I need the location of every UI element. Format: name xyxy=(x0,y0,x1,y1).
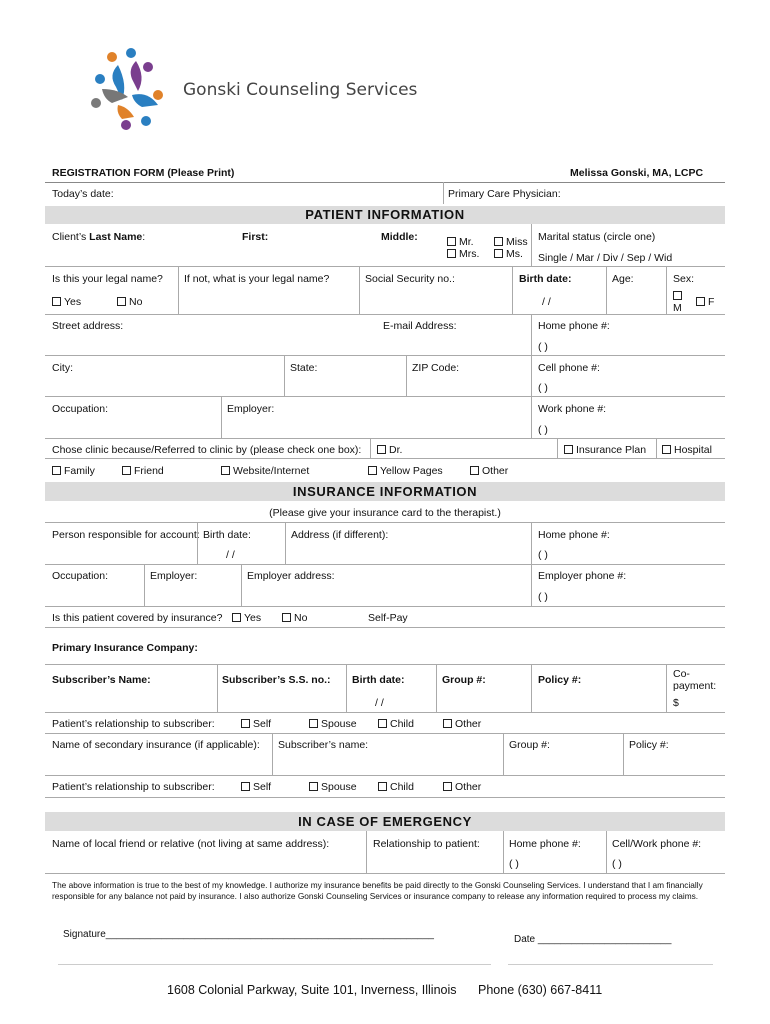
therapist-name: Melissa Gonski, MA, LCPC xyxy=(570,167,704,179)
birth-date-slashes: / / xyxy=(542,296,551,308)
no-label: No xyxy=(294,612,308,624)
patient-info-heading: PATIENT INFORMATION xyxy=(45,206,725,224)
resp-address-label[interactable]: Address (if different): xyxy=(291,529,389,541)
copay-label-1: Co- xyxy=(673,668,690,680)
client-last-name-label[interactable] xyxy=(52,231,145,243)
resp-birth-slashes: / / xyxy=(226,549,235,561)
ref-hospital-option[interactable] xyxy=(662,444,712,456)
resp-occupation-label[interactable]: Occupation: xyxy=(52,570,109,582)
f-label: F xyxy=(708,296,715,308)
home-phone-label[interactable]: Home phone #: xyxy=(538,320,610,332)
family-label: Family xyxy=(64,465,95,477)
rel2-child-option[interactable] xyxy=(378,781,414,793)
cell-phone-label[interactable]: Cell phone #: xyxy=(538,362,600,374)
sex-f-option[interactable] xyxy=(696,296,714,308)
checkbox-icon xyxy=(443,719,452,728)
mr-option[interactable] xyxy=(447,236,474,248)
checkbox-icon xyxy=(282,613,291,622)
self-label: Self xyxy=(253,781,272,793)
logo xyxy=(88,45,168,130)
primary-insurance-label[interactable]: Primary Insurance Company: xyxy=(52,642,198,654)
self-label: Self xyxy=(253,718,272,730)
emergency-cell-paren: ( ) xyxy=(612,858,622,870)
colon: : xyxy=(142,231,146,243)
mrs-option[interactable] xyxy=(447,248,479,260)
copay-label-2: payment: xyxy=(673,680,717,692)
sex-m-label: M xyxy=(673,302,682,314)
responsible-label[interactable]: Person responsible for account: xyxy=(52,529,200,541)
insurance-info-heading: INSURANCE INFORMATION xyxy=(45,482,725,501)
checkbox-icon xyxy=(52,466,61,475)
checkbox-icon xyxy=(470,466,479,475)
marital-options[interactable]: Single / Mar / Div / Sep / Wid xyxy=(538,252,673,264)
form-title-rest: (Please Print) xyxy=(167,167,235,179)
checkbox-icon xyxy=(662,445,671,454)
checkbox-icon xyxy=(494,237,503,246)
emergency-heading: IN CASE OF EMERGENCY xyxy=(45,812,725,831)
checkbox-icon xyxy=(673,291,682,300)
yes-label: Yes xyxy=(244,612,262,624)
checkbox-icon xyxy=(377,445,386,454)
mrs-label: Mrs. xyxy=(459,248,480,260)
ref-dr-option[interactable] xyxy=(377,444,402,456)
no-label: No xyxy=(129,296,143,308)
first-name-label[interactable]: First: xyxy=(242,231,269,243)
legal-name-question: Is this your legal name? xyxy=(52,273,163,285)
relationship-label-2: Patient’s relationship to subscriber: xyxy=(52,781,215,793)
ref-family-option[interactable] xyxy=(52,465,95,477)
other-label: Other xyxy=(455,781,482,793)
subscriber-name-label[interactable]: Subscriber’s Name: xyxy=(52,674,151,686)
dr-label: Dr. xyxy=(389,444,403,456)
last-name-bold: Last Name xyxy=(89,231,143,243)
checkbox-icon xyxy=(378,719,387,728)
resp-emp-address-label[interactable]: Employer address: xyxy=(247,570,335,582)
rel2-spouse-option[interactable] xyxy=(309,781,357,793)
emergency-home-paren: ( ) xyxy=(509,858,519,870)
rel-child-option[interactable] xyxy=(378,718,414,730)
group-label[interactable]: Group #: xyxy=(442,674,486,686)
subscriber-ssn-label[interactable]: Subscriber’s S.S. no.: xyxy=(222,674,331,686)
marital-status-label: Marital status (circle one) xyxy=(538,231,656,243)
subscriber-birth-slashes: / / xyxy=(375,697,384,709)
client-prefix: Client’s xyxy=(52,231,90,243)
resp-home-paren: ( ) xyxy=(538,549,548,561)
copay-dollar[interactable]: $ xyxy=(673,697,679,709)
form-title xyxy=(52,167,234,179)
checkbox-icon xyxy=(447,249,456,258)
secondary-policy-label[interactable]: Policy #: xyxy=(629,739,669,751)
resp-employer-label[interactable]: Employer: xyxy=(150,570,198,582)
emergency-name-label[interactable]: Name of local friend or relative (not living at same address): xyxy=(52,838,330,850)
insurance-note: (Please give your insurance card to the therapist.) xyxy=(269,507,501,519)
checkbox-icon xyxy=(378,782,387,791)
yellow-pages-label: Yellow Pages xyxy=(380,465,443,477)
policy-label[interactable]: Policy #: xyxy=(538,674,582,686)
checkbox-icon xyxy=(368,466,377,475)
spouse-label: Spouse xyxy=(321,781,357,793)
street-address-label[interactable]: Street address: xyxy=(52,320,124,332)
sex-label: Sex: xyxy=(673,273,695,285)
zip-label[interactable]: ZIP Code: xyxy=(412,362,460,374)
rel-other-option[interactable] xyxy=(443,718,481,730)
checkbox-icon xyxy=(221,466,230,475)
legal-name-alt-label[interactable]: If not, what is your legal name? xyxy=(184,273,330,285)
covered-no-option[interactable] xyxy=(282,612,307,624)
employer-label[interactable]: Employer: xyxy=(227,403,275,415)
covered-question: Is this patient covered by insurance? xyxy=(52,612,223,624)
checkbox-icon xyxy=(122,466,131,475)
work-phone-label[interactable]: Work phone #: xyxy=(538,403,607,415)
hospital-label: Hospital xyxy=(674,444,712,456)
website-label: Website/Internet xyxy=(233,465,310,477)
covered-yes-option[interactable] xyxy=(232,612,261,624)
secondary-subscriber-label[interactable]: Subscriber’s name: xyxy=(278,739,369,751)
ms-label: Ms. xyxy=(506,248,523,260)
home-phone-paren: ( ) xyxy=(538,341,548,353)
ref-friend-option[interactable] xyxy=(122,465,164,477)
secondary-insurance-label[interactable]: Name of secondary insurance (if applicable): xyxy=(52,739,260,751)
work-phone-paren: ( ) xyxy=(538,424,548,436)
rel2-self-option[interactable] xyxy=(241,781,271,793)
checkbox-icon xyxy=(564,445,573,454)
insurance-plan-label: Insurance Plan xyxy=(576,444,647,456)
city-label[interactable]: City: xyxy=(52,362,73,374)
mr-label: Mr. xyxy=(459,236,474,248)
legal-no-option[interactable] xyxy=(117,296,142,308)
subscriber-birth-label[interactable]: Birth date: xyxy=(352,674,405,686)
resp-birth-label[interactable]: Birth date: xyxy=(203,529,251,541)
checkbox-icon xyxy=(241,782,250,791)
resp-home-label[interactable]: Home phone #: xyxy=(538,529,610,541)
ms-option[interactable] xyxy=(494,248,523,260)
resp-emp-phone-label[interactable]: Employer phone #: xyxy=(538,570,627,582)
ref-other-option[interactable] xyxy=(470,465,508,477)
cell-phone-paren: ( ) xyxy=(538,382,548,394)
resp-emp-phone-paren: ( ) xyxy=(538,591,548,603)
checkbox-icon xyxy=(117,297,126,306)
ref-yellow-option[interactable] xyxy=(368,465,443,477)
birth-date-label[interactable]: Birth date: xyxy=(519,273,572,285)
other-label: Other xyxy=(482,465,509,477)
legal-yes-option[interactable] xyxy=(52,296,81,308)
logo-name: Gonski Counseling Services xyxy=(183,80,418,100)
state-label[interactable]: State: xyxy=(290,362,318,374)
age-label[interactable]: Age: xyxy=(612,273,634,285)
miss-label: Miss xyxy=(506,236,528,248)
checkbox-icon xyxy=(241,719,250,728)
miss-option[interactable] xyxy=(494,236,528,248)
ssn-label[interactable]: Social Security no.: xyxy=(365,273,455,285)
email-label[interactable]: E-mail Address: xyxy=(383,320,457,332)
rel2-other-option[interactable] xyxy=(443,781,481,793)
checkbox-icon xyxy=(309,782,318,791)
form-title-bold: REGISTRATION FORM xyxy=(52,167,165,179)
checkbox-icon xyxy=(447,237,456,246)
yes-label: Yes xyxy=(64,296,82,308)
other-label: Other xyxy=(455,718,482,730)
spouse-label: Spouse xyxy=(321,718,357,730)
checkbox-icon xyxy=(232,613,241,622)
friend-label: Friend xyxy=(134,465,164,477)
child-label: Child xyxy=(390,781,414,793)
logo-figures-icon xyxy=(88,45,168,130)
emergency-cell-label[interactable]: Cell/Work phone #: xyxy=(612,838,702,850)
relationship-label: Patient’s relationship to subscriber: xyxy=(52,718,215,730)
date-line[interactable]: Date ________________________ xyxy=(514,934,672,945)
todays-date-label[interactable]: Today’s date: xyxy=(52,188,114,200)
checkbox-icon xyxy=(309,719,318,728)
checkbox-icon xyxy=(696,297,705,306)
disclaimer-text: The above information is true to the best of my knowledge. I authorize my insurance benefits be paid directly to the Gonski Counseling Services. I understand that I am financially responsible for any balance not paid by insurance. I also authorize Gonski Counseling Services or insurance company to release any information required to process my claims. xyxy=(52,880,703,901)
checkbox-icon xyxy=(494,249,503,258)
ref-website-option[interactable] xyxy=(221,465,309,477)
checkbox-icon xyxy=(52,297,61,306)
signature-line[interactable]: Signature___________________________________________________________ xyxy=(63,929,434,940)
child-label: Child xyxy=(390,718,414,730)
checkbox-icon xyxy=(443,782,452,791)
emergency-home-label[interactable]: Home phone #: xyxy=(509,838,581,850)
secondary-group-label[interactable]: Group #: xyxy=(509,739,550,751)
primary-care-label[interactable]: Primary Care Physician: xyxy=(448,188,561,200)
sex-m-option[interactable] xyxy=(673,290,685,302)
emergency-relationship-label[interactable]: Relationship to patient: xyxy=(373,838,480,850)
ref-insurance-option[interactable] xyxy=(564,444,646,456)
rel-spouse-option[interactable] xyxy=(309,718,357,730)
rel-self-option[interactable] xyxy=(241,718,271,730)
middle-name-label[interactable]: Middle: xyxy=(381,231,418,243)
footer-phone: Phone (630) 667-8411 xyxy=(478,983,603,997)
occupation-label[interactable]: Occupation: xyxy=(52,403,109,415)
referral-question: Chose clinic because/Referred to clinic by (please check one box): xyxy=(52,444,362,456)
footer-address: 1608 Colonial Parkway, Suite 101, Inverness, Illinois xyxy=(167,983,457,997)
self-pay-label[interactable]: Self-Pay xyxy=(368,612,408,624)
